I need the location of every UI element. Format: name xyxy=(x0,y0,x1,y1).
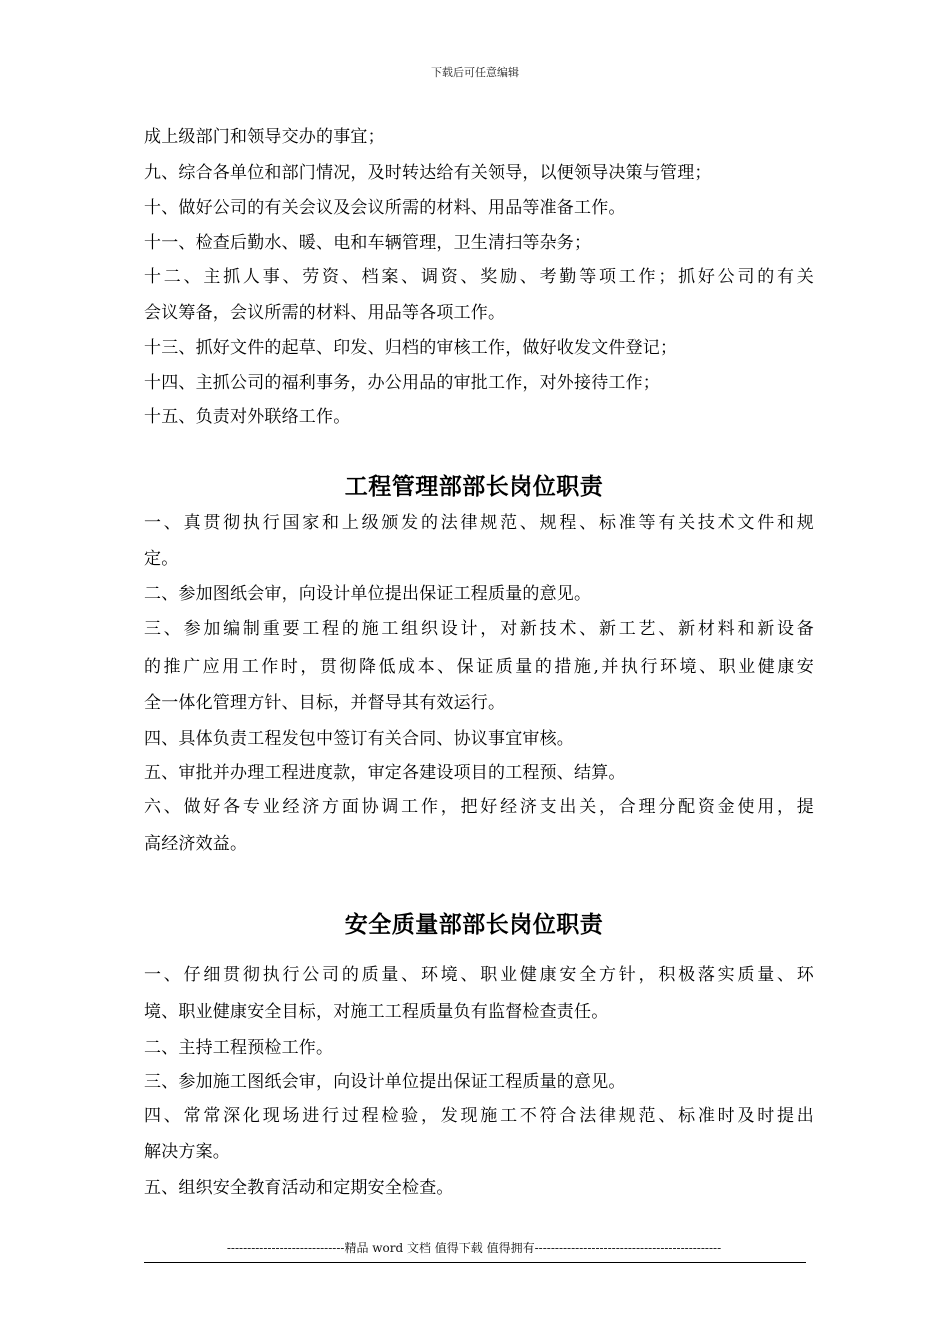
paragraph-line: 二、主持工程预检工作。 xyxy=(144,1038,334,1058)
paragraph-line: 十、做好公司的有关会议及会议所需的材料、用品等准备工作。 xyxy=(144,198,626,218)
paragraph-line: 会议筹备，会议所需的材料、用品等各项工作。 xyxy=(144,303,506,323)
paragraph-line: 十二、主抓人事、劳资、档案、调资、奖励、考勤等项工作；抓好公司的有关 xyxy=(144,267,814,287)
paragraph-line: 四、具体负责工程发包中签订有关合同、协议事宜审核。 xyxy=(144,729,574,749)
paragraph-line: 境、职业健康安全目标，对施工工程质量负有监督检查责任。 xyxy=(144,1002,609,1022)
paragraph-line: 全一体化管理方针、目标，并督导其有效运行。 xyxy=(144,693,506,713)
paragraph-line: 五、组织安全教育活动和定期安全检查。 xyxy=(144,1178,454,1198)
paragraph-line: 五、审批并办理工程进度款，审定各建设项目的工程预、结算。 xyxy=(144,763,626,783)
paragraph-line: 十三、抓好文件的起草、印发、归档的审核工作，做好收发文件登记； xyxy=(144,338,678,358)
paragraph-line: 一、仔细贯彻执行公司的质量、环境、职业健康安全方针，积极落实质量、环 xyxy=(144,965,814,985)
paragraph-line: 二、参加图纸会审，向设计单位提出保证工程质量的意见。 xyxy=(144,584,592,604)
paragraph-line: 成上级部门和领导交办的事宜； xyxy=(144,127,385,147)
footer-divider xyxy=(144,1262,806,1263)
paragraph-line: 三、参加施工图纸会审，向设计单位提出保证工程质量的意见。 xyxy=(144,1072,626,1092)
paragraph-line: 定。 xyxy=(144,549,179,569)
paragraph-line: 六、做好各专业经济方面协调工作，把好经济支出关，合理分配资金使用，提 xyxy=(144,797,814,817)
section-title-safety-quality: 安全质量部部长岗位职责 xyxy=(344,911,604,938)
paragraph-line: 四、常常深化现场进行过程检验，发现施工不符合法律规范、标准时及时提出 xyxy=(144,1106,814,1126)
paragraph-line: 十一、检查后勤水、暖、电和车辆管理，卫生清扫等杂务； xyxy=(144,233,592,253)
page-header: 下载后可任意编辑 xyxy=(431,66,519,79)
paragraph-line: 解决方案。 xyxy=(144,1142,230,1162)
paragraph-line: 九、综合各单位和部门情况，及时转达给有关领导，以便领导决策与管理； xyxy=(144,163,712,183)
paragraph-line: 一、真贯彻执行国家和上级颁发的法律规范、规程、标准等有关技术文件和规 xyxy=(144,513,814,533)
paragraph-line: 高经济效益。 xyxy=(144,834,248,854)
paragraph-line: 的推广应用工作时，贯彻降低成本、保证质量的措施,并执行环境、职业健康安 xyxy=(144,657,814,677)
paragraph-line: 十五、负责对外联络工作。 xyxy=(144,407,351,427)
page-footer: -----------------------------精品 word 文档 值得下载 值得拥有---------------------------------------------- xyxy=(226,1241,722,1255)
paragraph-line: 三、参加编制重要工程的施工组织设计，对新技术、新工艺、新材料和新设备 xyxy=(144,619,814,639)
paragraph-line: 十四、主抓公司的福利事务，办公用品的审批工作，对外接待工作； xyxy=(144,373,660,393)
section-title-engineering: 工程管理部部长岗位职责 xyxy=(344,473,604,500)
